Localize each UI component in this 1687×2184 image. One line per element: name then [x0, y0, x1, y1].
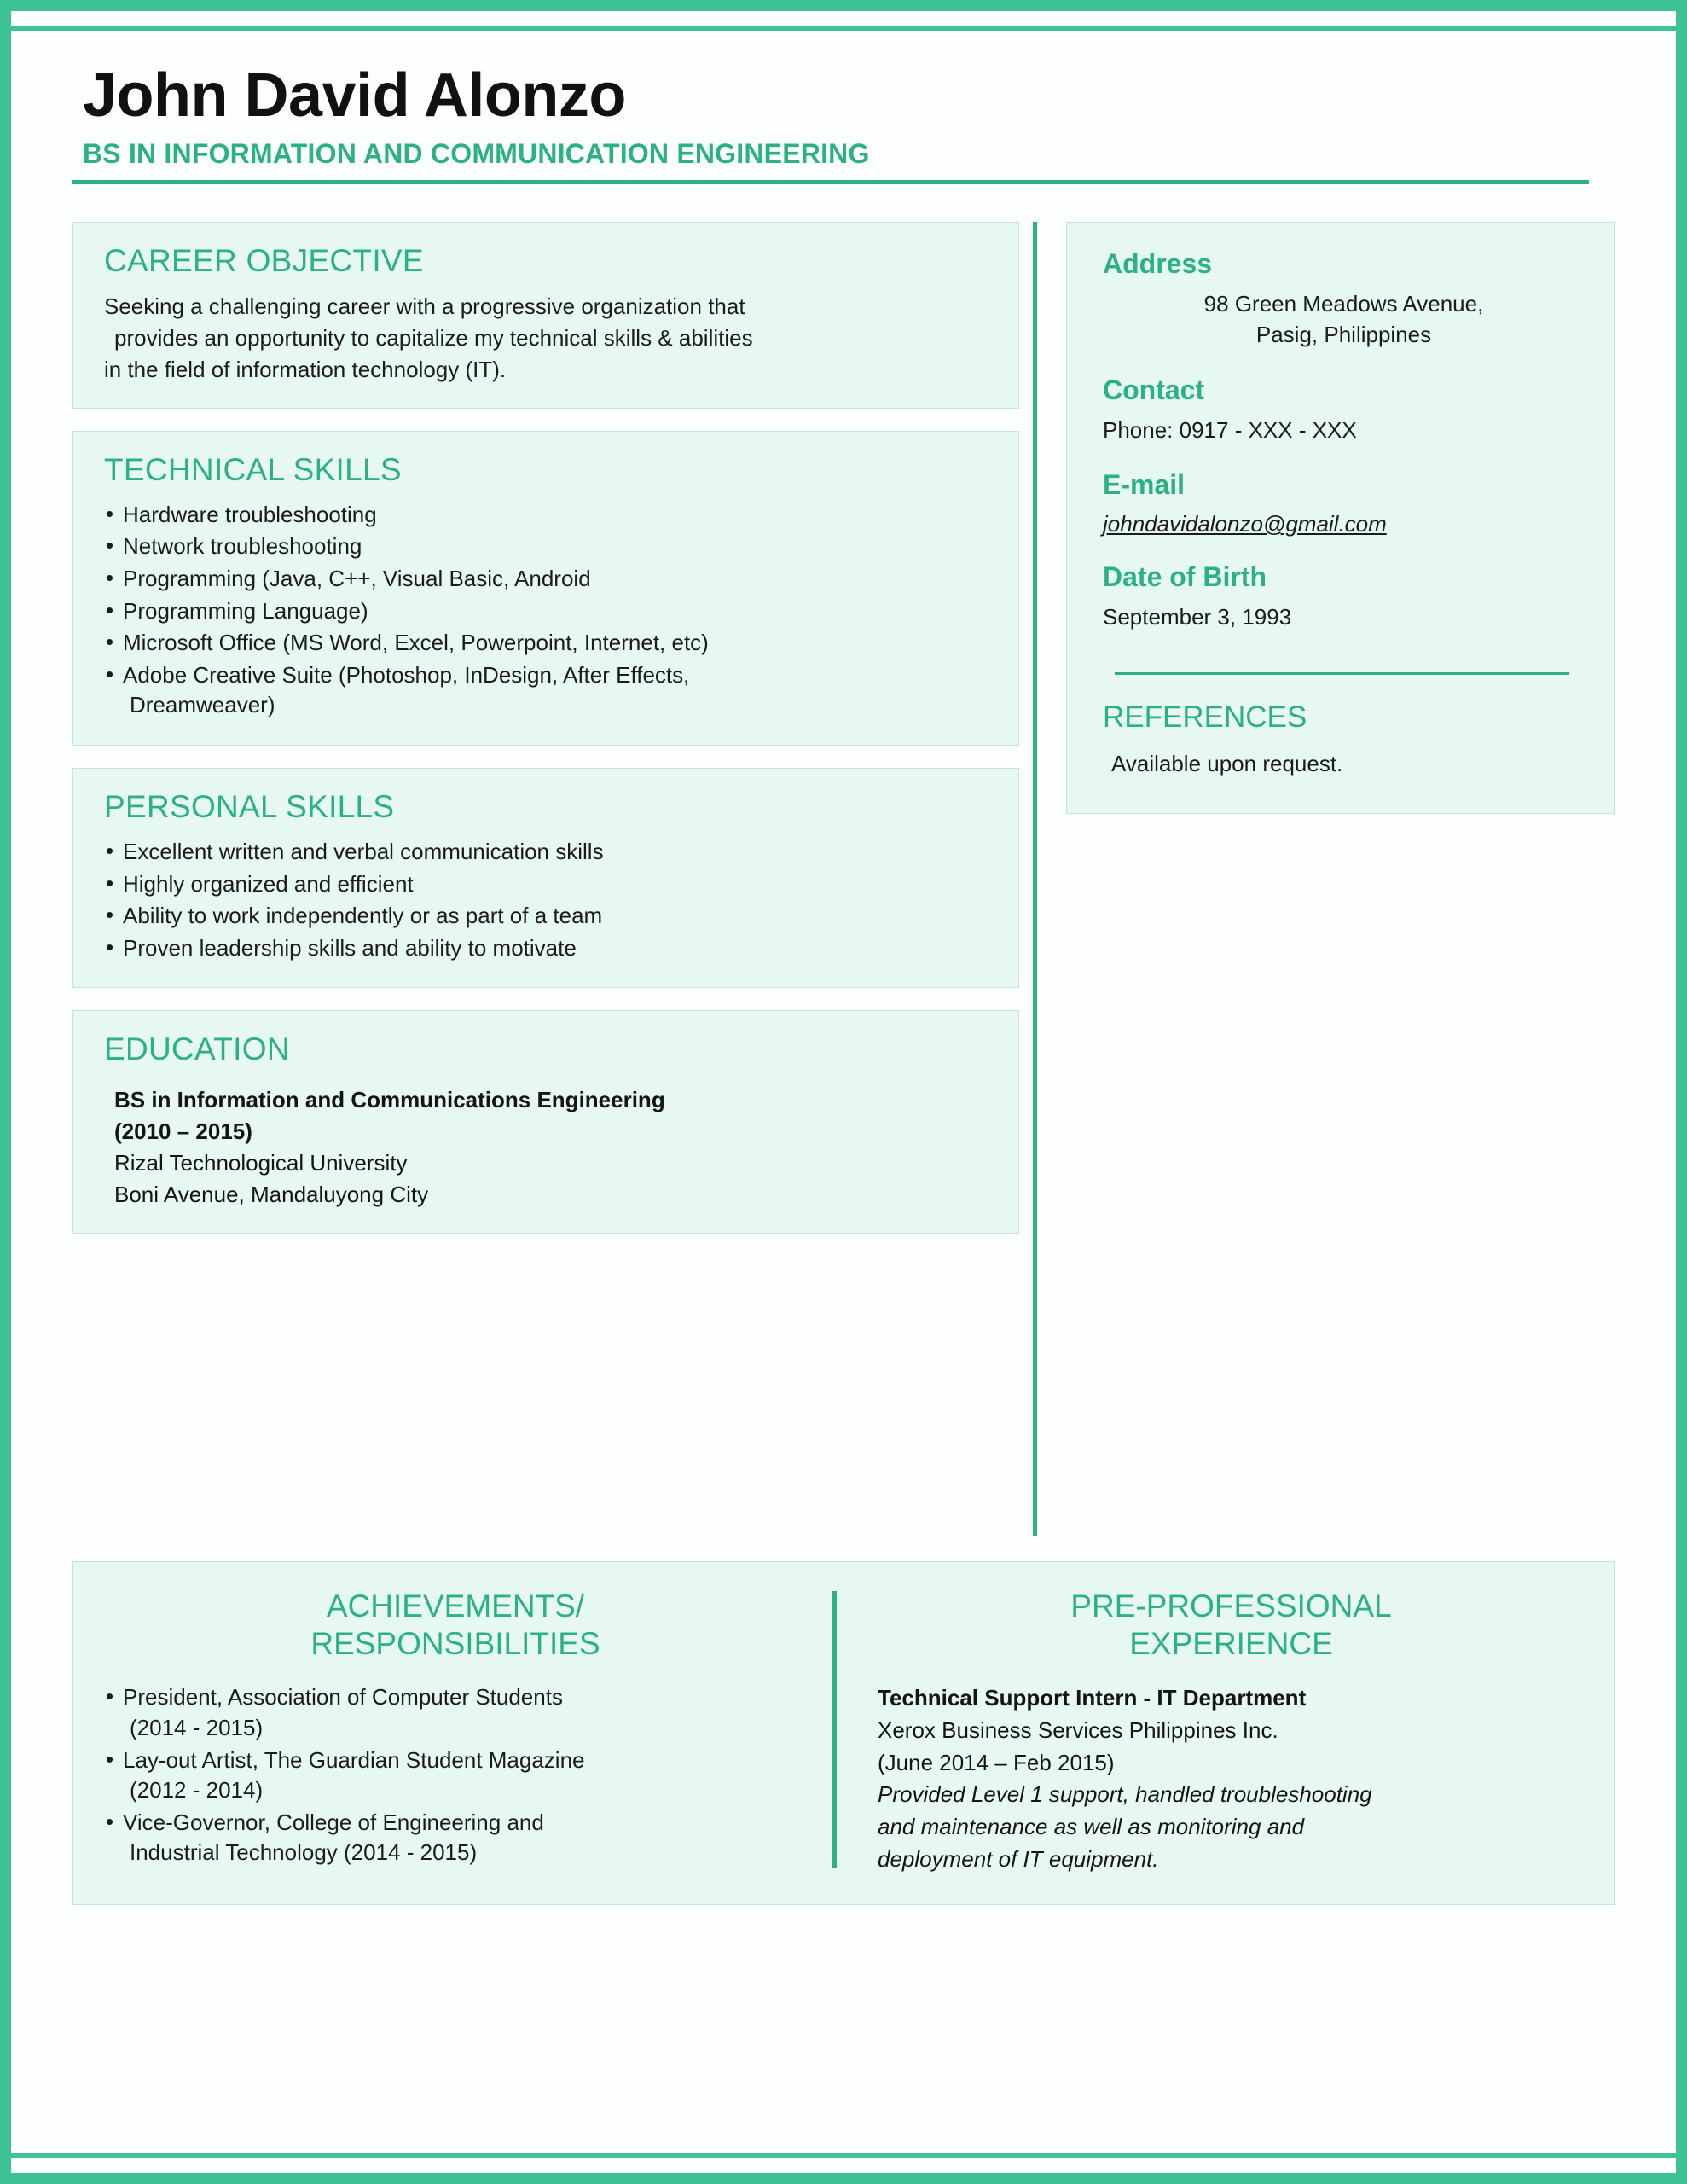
section-personal-skills — [72, 768, 1019, 988]
contact-label: Contact — [1103, 374, 1205, 405]
right-column — [1066, 222, 1615, 814]
achievement-text: President, Association of Computer Students — [123, 1684, 563, 1711]
technical-skill-text: Programming (Java, C++, Visual Basic, Android — [123, 565, 591, 591]
list-item — [104, 628, 996, 659]
bottom-column-divider — [832, 1591, 837, 1868]
list-item — [104, 901, 996, 932]
section-technical-skills — [72, 431, 1019, 746]
contact-phone: Phone: 0917 - XXX - XXX — [1103, 416, 1357, 443]
dob-label: Date of Birth — [1103, 561, 1267, 593]
education-address: Boni Avenue, Mandaluyong City — [114, 1182, 429, 1208]
resume-header — [72, 46, 1615, 184]
address-label: Address — [1103, 248, 1213, 279]
experience-title-line-2: EXPERIENCE — [1129, 1625, 1333, 1661]
personal-skill-text: Ability to work independently or as part of a team — [123, 903, 603, 929]
email-link[interactable]: johndavidalonzo@gmail.com — [1103, 511, 1387, 537]
references-value: Available upon request. — [1111, 750, 1343, 776]
dob-value: September 3, 1993 — [1103, 604, 1292, 630]
personal-skill-text: Excellent written and verbal communication skills — [123, 838, 604, 864]
experience-description-line-3: deployment of IT equipment. — [878, 1845, 1159, 1872]
achievements-title — [104, 1588, 807, 1662]
experience-dates: (June 2014 – Feb 2015) — [878, 1749, 1115, 1775]
section-achievements — [73, 1584, 832, 1875]
technical-skill-text-continued: Dreamweaver) — [130, 692, 275, 718]
experience-description-line-1: Provided Level 1 support, handled troubleshooting — [878, 1781, 1372, 1808]
left-column — [72, 222, 1019, 1256]
personal-skills-list — [104, 837, 996, 963]
experience-title — [878, 1588, 1585, 1662]
technical-skill-text: Programming Language) — [123, 597, 368, 624]
technical-skills-list — [104, 500, 996, 721]
list-item — [104, 500, 996, 531]
personal-skills-title: PERSONAL SKILLS — [104, 788, 395, 824]
education-degree: BS in Information and Communications Engineering — [114, 1087, 665, 1113]
experience-description-line-2: and maintenance as well as monitoring and — [878, 1814, 1305, 1840]
career-objective-title: CAREER OBJECTIVE — [104, 243, 424, 278]
education-years: (2010 – 2015) — [114, 1118, 252, 1145]
achievements-list — [104, 1682, 807, 1868]
address-line-2: Pasig, Philippines — [1255, 322, 1432, 348]
address-line-1: 98 Green Meadows Avenue, — [1203, 291, 1484, 317]
career-objective-line-1: Seeking a challenging career with a progressive organization that — [104, 293, 745, 319]
list-item — [104, 933, 996, 964]
list-item — [104, 869, 996, 900]
achievements-title-line-2: RESPONSIBILITIES — [310, 1625, 600, 1661]
technical-skill-text: Adobe Creative Suite (Photoshop, InDesign, After Effects, — [123, 661, 690, 688]
list-item — [104, 837, 996, 868]
main-columns — [72, 222, 1615, 1536]
candidate-subtitle: BS IN INFORMATION AND COMMUNICATION ENGINEERING — [83, 138, 870, 169]
achievement-dates: (2014 - 2015) — [130, 1714, 264, 1740]
experience-company: Xerox Business Services Philippines Inc. — [878, 1717, 1278, 1743]
list-item — [104, 531, 996, 562]
achievement-text: Lay-out Artist, The Guardian Student Magazine — [123, 1746, 585, 1773]
education-title: EDUCATION — [104, 1031, 290, 1067]
section-education — [72, 1010, 1019, 1234]
personal-skill-text: Proven leadership skills and ability to motivate — [123, 934, 577, 961]
achievement-text: Vice-Governor, College of Engineering and — [123, 1809, 544, 1835]
list-item — [104, 1808, 807, 1868]
section-contact-details — [1066, 222, 1615, 814]
experience-role: Technical Support Intern - IT Department — [878, 1685, 1307, 1711]
achievements-title-line-1: ACHIEVEMENTS/ — [326, 1589, 585, 1623]
career-objective-line-2: provides an opportunity to capitalize my technical skills & abilities — [114, 324, 753, 351]
technical-skills-title: TECHNICAL SKILLS — [104, 451, 402, 487]
experience-title-line-1: PRE-PROFESSIONAL — [1070, 1589, 1392, 1623]
header-divider — [72, 180, 1589, 184]
section-career-objective — [72, 222, 1019, 409]
page-content — [11, 31, 1676, 2153]
bottom-accent-rule — [11, 2153, 1676, 2158]
technical-skill-text: Microsoft Office (MS Word, Excel, Powerpoint, Internet, etc) — [123, 630, 709, 656]
sidebar-divider — [1115, 672, 1569, 675]
career-objective-text — [104, 291, 996, 386]
education-entry — [104, 1079, 996, 1211]
address-value — [1103, 288, 1585, 351]
career-objective-line-3: in the field of information technology (IT). — [104, 356, 507, 382]
references-title: REFERENCES — [1103, 700, 1307, 734]
technical-skill-text: Network troubleshooting — [123, 533, 362, 560]
technical-skill-text: Hardware troubleshooting — [123, 501, 377, 527]
candidate-name: John David Alonzo — [83, 61, 626, 130]
list-item — [104, 1682, 807, 1743]
personal-skill-text: Highly organized and efficient — [123, 870, 414, 897]
column-divider — [1033, 222, 1037, 1536]
education-school: Rizal Technological University — [114, 1150, 408, 1176]
list-item — [104, 1745, 807, 1806]
list-item — [104, 564, 996, 595]
achievement-dates: Industrial Technology (2014 - 2015) — [130, 1839, 478, 1866]
achievement-dates: (2012 - 2014) — [130, 1777, 264, 1804]
section-bottom — [72, 1561, 1615, 1905]
list-item — [104, 660, 996, 721]
list-item — [104, 596, 996, 627]
email-label: E-mail — [1103, 469, 1186, 501]
section-experience — [862, 1584, 1614, 1875]
